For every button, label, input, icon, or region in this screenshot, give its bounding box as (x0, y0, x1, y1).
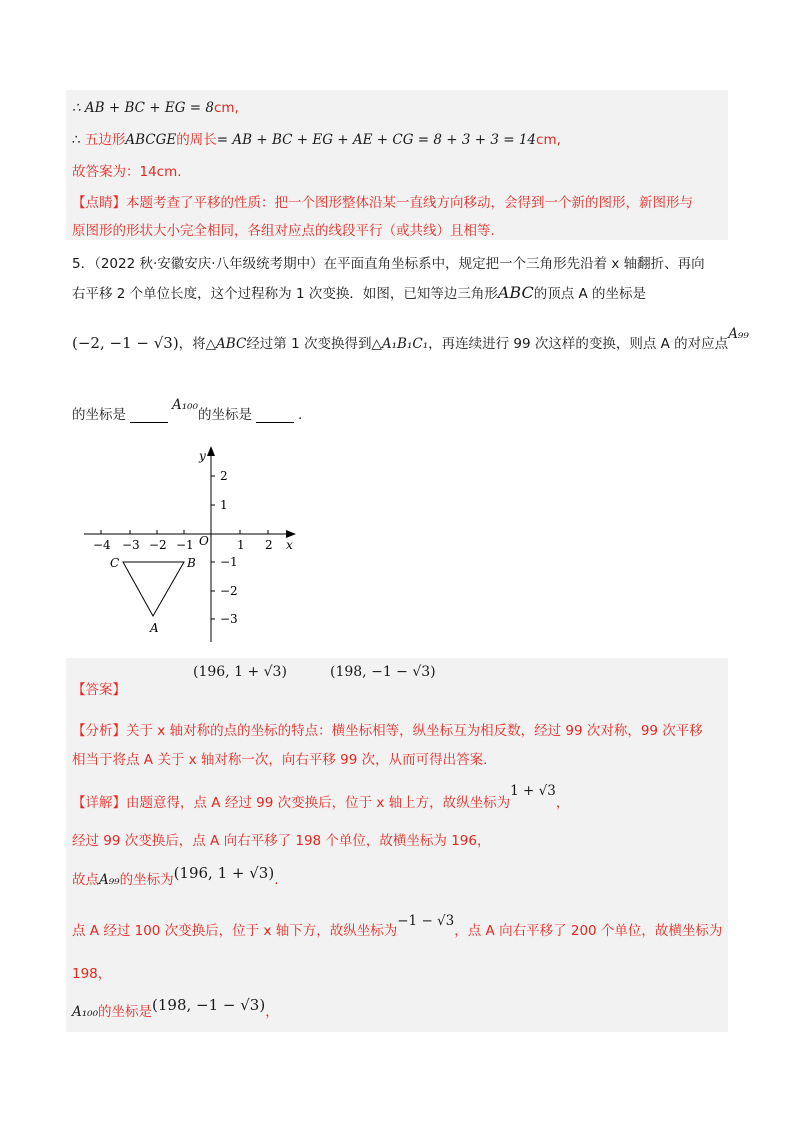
problem-text: 的坐标是 (72, 407, 126, 423)
math-expression: ∴ AB + BC + EG = 8 (72, 100, 214, 116)
perimeter-expression: = AB + BC + EG + AE + CG = 8 + 3 + 3 = 14 (216, 132, 537, 148)
a99-coordinate: (196, 1 + √3) (173, 864, 275, 882)
x-tick-marks (101, 530, 268, 534)
comment-line-1: 【点睛】本题考查了平移的性质：把一个图形整体沿某一直线方向移动，会得到一个新的图形，新图形与 (72, 195, 693, 211)
origin-label: O (199, 534, 209, 548)
analysis-line-2: 相当于将点 A 关于 x 轴对称一次，向右平移 99 次，从而可得出答案. (72, 752, 488, 768)
therefore-symbol: ∴ (72, 132, 85, 148)
point-a100: A₁₀₀ (172, 397, 198, 413)
point-a-label: A (150, 621, 159, 635)
problem-text: . (298, 407, 303, 423)
analysis-line-1: 【分析】关于 x 轴对称的点的坐标的特点：横坐标相等，纵坐标互为相反数，经过 99 次对称，99 次平移 (72, 723, 703, 739)
solution-line-2 (72, 128, 561, 148)
detail-line-3 (72, 864, 279, 888)
answer-1: (196, 1 + √3) (193, 664, 287, 680)
a100-coordinate: (198, −1 − √3) (152, 996, 266, 1014)
detail-text: 的坐标是 (98, 1004, 152, 1020)
detail-text: ，点 A 向右平移了 200 个单位，故横坐标为 (454, 923, 723, 939)
y-tick-label: −2 (220, 584, 238, 598)
x-axis-label: x (286, 538, 293, 552)
pentagon-label: 五边形 (84, 132, 126, 148)
x-tick-label: 1 (237, 538, 245, 552)
triangle-abc-shape (123, 562, 184, 616)
detail-text: 故点 (72, 872, 99, 888)
solution-line-1 (72, 100, 239, 116)
perimeter-label: 的周长 (176, 132, 217, 148)
problem-text: 右平移 2 个单位长度，这个过程称为 1 次变换．如图，已知等边三角形 (72, 286, 498, 302)
problem-text: 的坐标是 (198, 407, 252, 423)
detail-line-1 (72, 783, 570, 811)
y-tick-label: −1 (220, 555, 238, 569)
detail-line-4 (72, 913, 723, 939)
x-tick-label: −3 (122, 538, 140, 552)
problem-text: ，将 (178, 336, 206, 352)
x-tick-label: −2 (149, 538, 167, 552)
pentagon-name: ABCGE (125, 132, 177, 148)
y-coordinate-expression: −1 − √3 (397, 913, 455, 929)
y-coordinate-expression: 1 + √3 (510, 783, 556, 799)
problem-text: 经过第 1 次变换得到 (246, 336, 372, 352)
problem-line-3 (72, 326, 749, 352)
answer-blank-1[interactable] (130, 408, 168, 423)
problem-text: 的顶点 A 的坐标是 (533, 286, 647, 302)
detail-line-6 (72, 996, 279, 1020)
y-tick-marks (211, 476, 215, 619)
detail-text: 【详解】由题意得，点 A 经过 99 次变换后，位于 x 轴上方，故纵坐标为 (72, 795, 511, 811)
unit-text: cm, (536, 132, 561, 148)
y-axis-label: y (199, 449, 206, 463)
x-axis-arrow (286, 530, 296, 538)
point-a99: A₉₉ (99, 872, 120, 888)
point-a-coordinate: (−2, −1 − √3) (72, 334, 179, 352)
point-b-label: B (187, 556, 196, 570)
detail-text: ， (265, 1004, 279, 1020)
x-tick-label: −4 (93, 538, 111, 552)
point-a100: A₁₀₀ (72, 1004, 98, 1020)
comment-line-2: 原图形的形状大小完全相同，各组对应点的线段平行（或共线）且相等. (72, 223, 495, 239)
coordinate-figure (80, 446, 310, 646)
triangle-a1b1c1: △A₁B₁C₁ (371, 336, 429, 352)
unit-text: cm, (213, 100, 239, 116)
detail-text: ， (555, 795, 570, 811)
answer-2: (198, −1 − √3) (330, 664, 436, 680)
y-tick-label: 1 (220, 498, 228, 512)
y-axis-arrow (207, 446, 215, 456)
point-c-label: C (110, 556, 120, 570)
problem-line-1: 5．（2022 秋·安徽安庆·八年级统考期中）在平面直角坐标系中，规定把一个三角形先沿着 x 轴翻折、再向 (72, 256, 705, 272)
answer-blank-2[interactable] (256, 408, 294, 423)
y-tick-label: −3 (220, 612, 238, 626)
problem-line-2 (72, 282, 646, 302)
detail-text: 的坐标为 (119, 872, 174, 888)
detail-line-5: 198， (72, 966, 112, 982)
y-tick-label: 2 (220, 469, 228, 483)
answer-statement: 故答案为：14cm. (72, 164, 182, 180)
point-a99: A₉₉ (728, 326, 749, 342)
triangle-name: ABC (497, 283, 534, 302)
x-tick-label: 2 (265, 538, 273, 552)
answer-label: 【答案】 (72, 682, 126, 698)
detail-line-2: 经过 99 次变换后，点 A 向右平移了 198 个单位，故横坐标为 196， (72, 833, 491, 849)
detail-text: . (274, 872, 279, 888)
problem-text: ，再连续进行 99 次这样的变换，则点 A 的对应点 (428, 336, 729, 352)
x-tick-label: −1 (176, 538, 194, 552)
detail-text: 点 A 经过 100 次变换后，位于 x 轴下方，故纵坐标为 (72, 923, 398, 939)
problem-line-4 (72, 397, 303, 423)
triangle-abc: △ABC (205, 336, 247, 352)
